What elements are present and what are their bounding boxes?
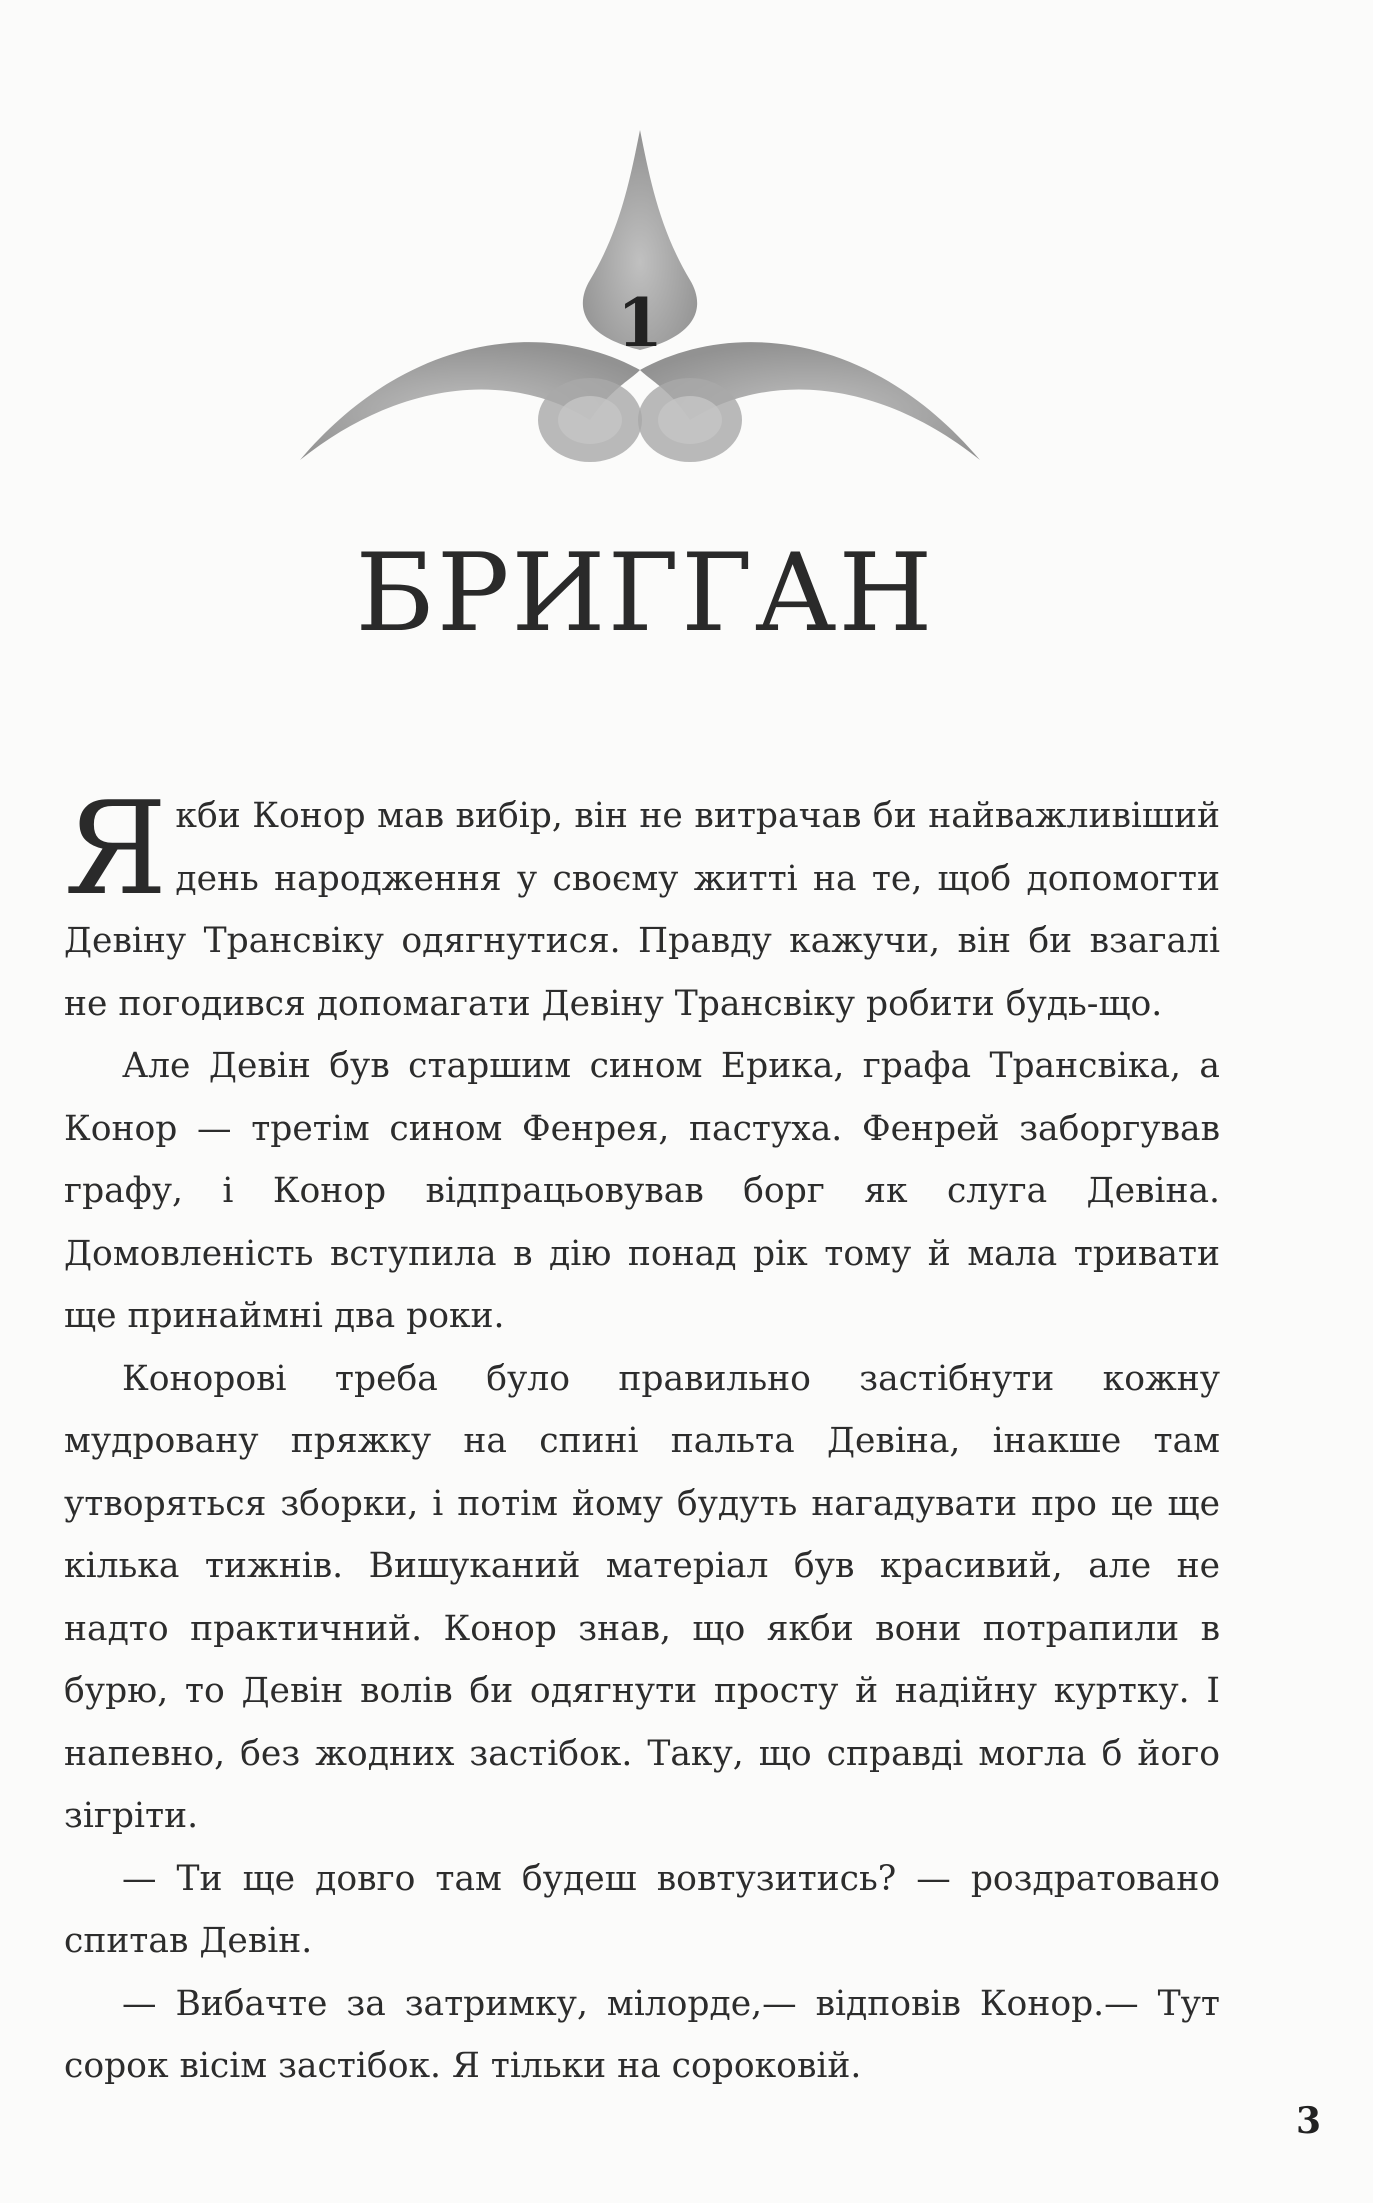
paragraph-3: Конорові треба було правильно застібнути кожну мудровану пряжку на спині пальта Девіна, інакше там утворяться зборки, і потім йому будуть нагадувати про це ще кілька тижнів. Вишуканий матеріал був красивий, але не надто практичний. Конор знав, що якби вони потрапили в бурю, то Девін волів би одягнути просту й надійну куртку. І напевно, без жодних застібок. Таку, що справді могла б його зігріти. [64, 1358, 1220, 1836]
paragraph-1-text: кби Конор мав вибір, він не витрачав би найважливіший день народження у своєму житті на те, щоб допомогти Девіну Трансвіку одягнутися. Правду кажучи, він би взагалі не погодився допомагати Девіну Трансвіку робити будь-що. [64, 796, 1220, 1024]
dialogue-line-2: — Вибачте за затримку, мілорде,— відповів Конор.— Тут сорок вісім застібок. Я тільки на сороковій. [64, 1983, 1220, 2086]
paragraph-2: Але Девін був старшим сином Ерика, графа Трансвіка, а Конор — третім сином Фенрея, пастуха. Фенрей заборгував графу, і Конор відпрацьовував борг як слуга Девіна. Домовленість вступила в дію понад рік тому й мала тривати ще принаймні два роки. [64, 1046, 1220, 1336]
chapter-number: 1 [617, 284, 663, 362]
dialogue-line-1: — Ти ще довго там будеш вовтузитись? — роздратовано спитав Девін. [64, 1858, 1220, 1961]
drop-cap: Я [64, 775, 168, 924]
chapter-title: БРИГГАН [355, 531, 935, 656]
paragraph-1 [64, 775, 1220, 1035]
page-number: 3 [1296, 2100, 1322, 2142]
chapter-body [64, 775, 1220, 2098]
